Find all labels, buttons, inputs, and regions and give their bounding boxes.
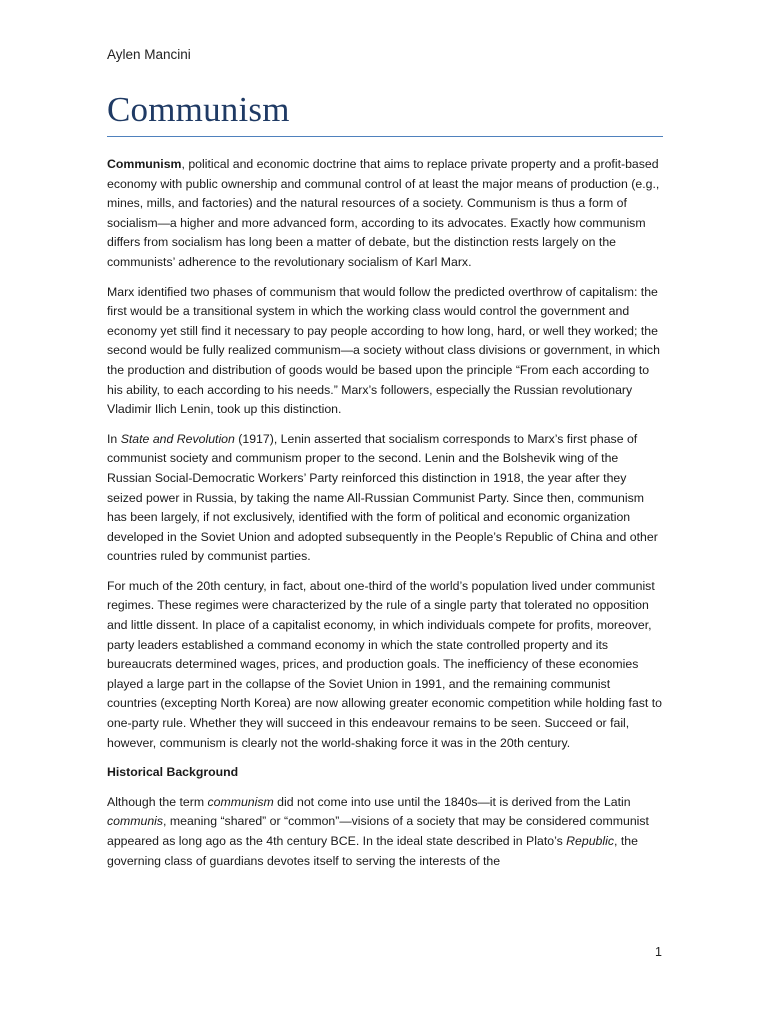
italic-text: Republic: [566, 834, 615, 848]
text-run: did not come into use until the 1840s—it is derived from the Latin: [273, 794, 631, 809]
italic-text: communis: [107, 814, 164, 829]
text-run: , meaning “shared” or “common”—visions of a society that may be considered communist appeared as long ago as the 4th century BCE. In the ideal state described in Plato’s: [107, 814, 649, 848]
paragraph: [107, 430, 663, 567]
italic-text: communism: [207, 794, 274, 809]
paragraph: [107, 577, 663, 753]
italic-text: State and Revolution: [120, 431, 235, 446]
document-page: [107, 0, 665, 1024]
text-run: , political and economic doctrine that aims to replace private property and a profit-based economy with public ownership and communal control of at least the major means of production (e.g., mines, mills, and factories) and the natural resources of a society. Communism is thus a form of socialism—a higher and more advanced form, according to its advocates. Exactly how communism differs from socialism has long been a matter of debate, but the distinction rests largely on the communists’ adherence to the revolutionary socialism of Karl Marx.: [107, 157, 660, 269]
paragraph: [107, 793, 663, 871]
bold-text: Communism: [107, 157, 182, 171]
page-number: 1: [655, 945, 662, 959]
text-run: (1917), Lenin asserted that socialism corresponds to Marx’s first phase of communist society and communism proper to the second. Lenin and the Bolshevik wing of the Russian Social-Democratic Workers’ Party reinforced this distinction in 1918, the year after they seized power in Russia, by taking the name All-Russian Communist Party. Since then, communism has been largely, if not exclusively, identified with the form of political and economic organization developed in the Soviet Union and adopted subsequently in the People’s Republic of China and other countries ruled by communist parties.: [107, 431, 658, 564]
text-run: Marx identified two phases of communism that would follow the predicted overthrow of capitalism: the first would be a transitional system in which the working class would control the government and economy yet still find it necessary to pay people according to how long, hard, or well they worked; the second would be fully realized communism—a society without class divisions or government, in which the production and distribution of goods would be based upon the principle “From each according to his ability, to each according to his needs.” Marx’s followers, especially the Russian revolutionary Vladimir Ilich Lenin, took up this distinction.: [107, 284, 660, 417]
text-run: In: [107, 431, 121, 446]
text-run: , the governing class of guardians devotes itself to serving the interests of the: [107, 834, 638, 868]
title-underline: [107, 136, 663, 137]
text-run: Although the term: [107, 794, 208, 809]
document-title: Communism: [107, 90, 290, 129]
body-text: [107, 155, 663, 881]
section-heading: [107, 763, 663, 783]
author-name: Aylen Mancini: [107, 47, 191, 62]
paragraph: [107, 155, 663, 273]
bold-text: Historical Background: [107, 765, 239, 780]
text-run: For much of the 20th century, in fact, about one-third of the world’s population lived under communist regimes. These regimes were characterized by the rule of a single party that tolerated no opposition and little dissent. In place of a capitalist economy, in which individuals compete for profits, moreover, party leaders established a command economy in which the state controlled property and its bureaucrats determined wages, prices, and production goals. The inefficiency of these economies played a large part in the collapse of the Soviet Union in 1991, and the remaining communist countries (excepting North Korea) are now allowing greater economic competition while holding fast to one-party rule. Whether they will succeed in this endeavour remains to be seen. Succeed or fail, however, communism is clearly not the world-shaking force it was in the 20th century.: [107, 578, 663, 750]
paragraph: [107, 283, 663, 420]
